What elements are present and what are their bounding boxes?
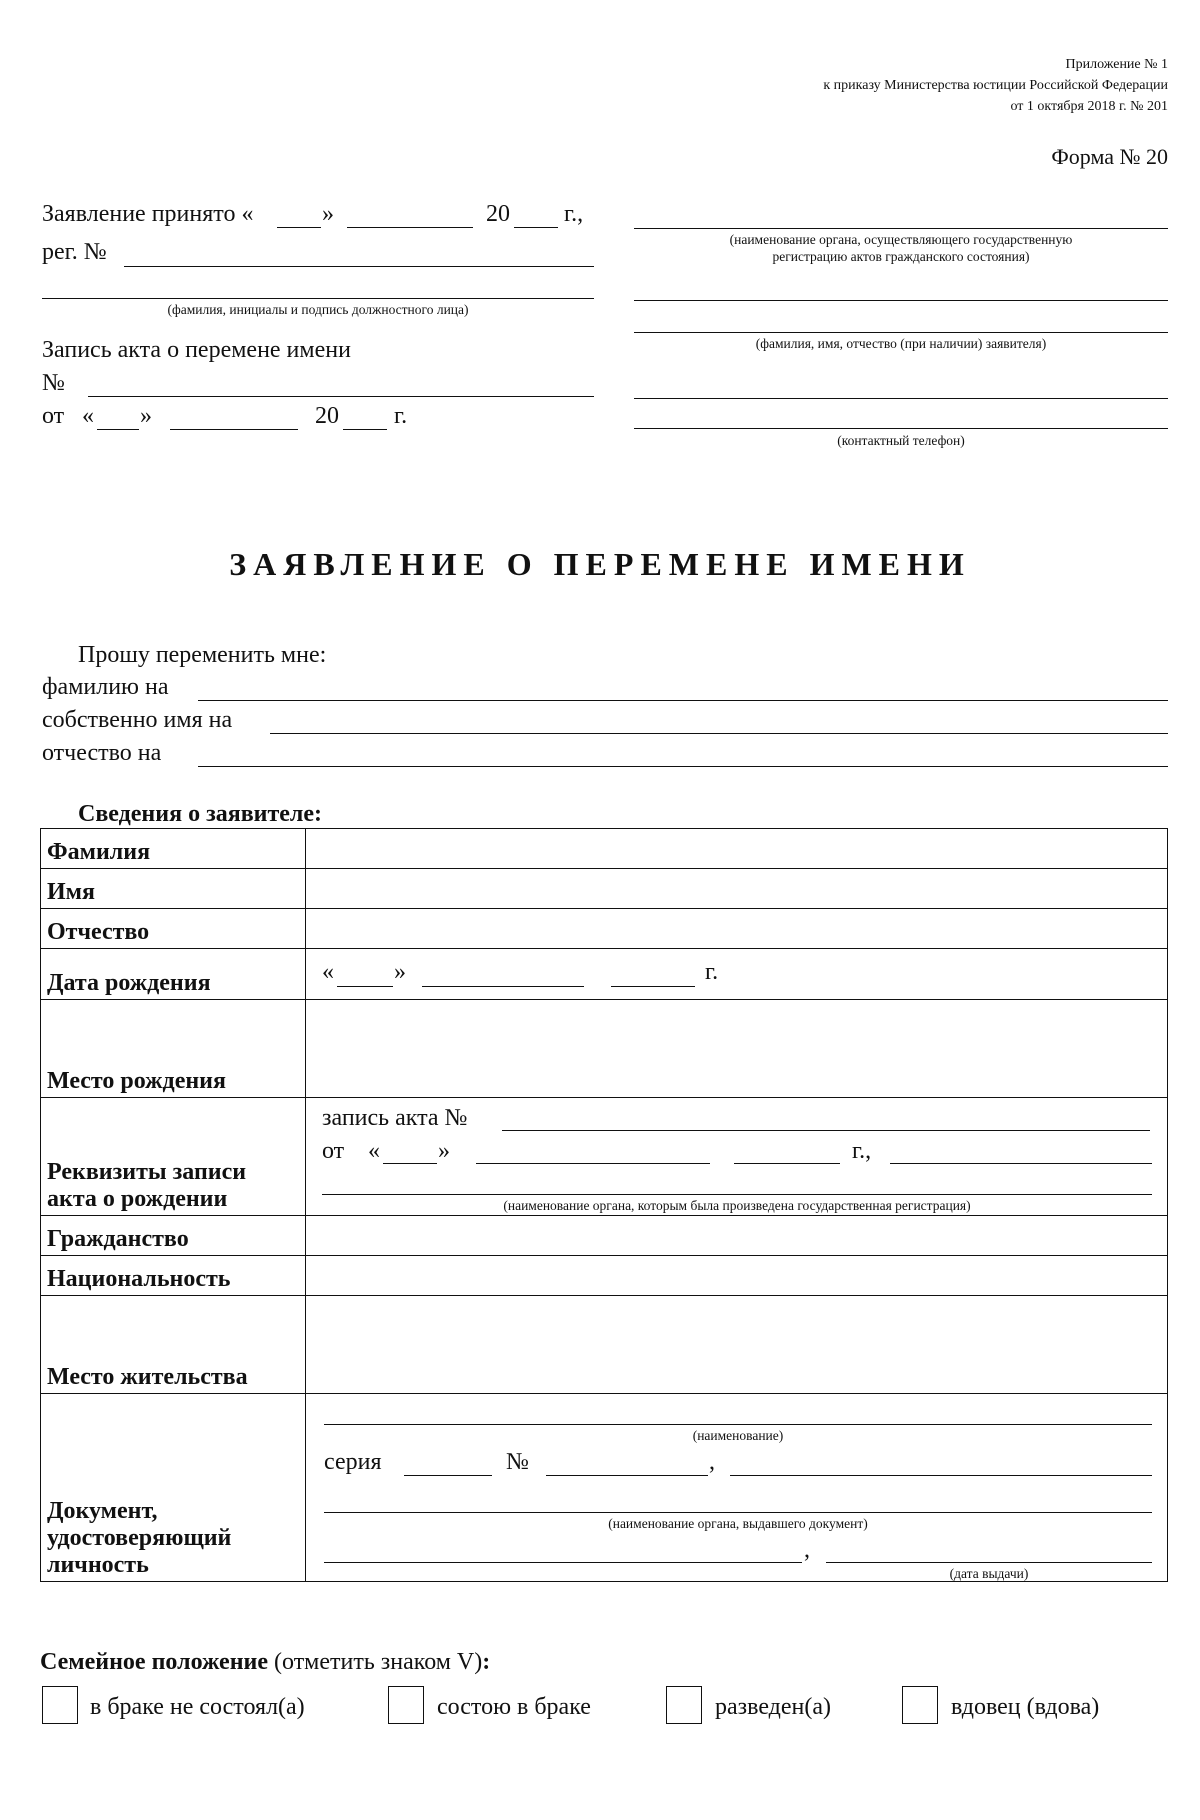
request-patronymic-field[interactable] bbox=[198, 766, 1168, 767]
applicant-table bbox=[40, 828, 1168, 1582]
request-patronymic-label: отчество на bbox=[42, 740, 162, 766]
marital-option-married: состою в браке bbox=[437, 1694, 591, 1720]
birth-record-authority-field[interactable] bbox=[322, 1194, 1152, 1195]
citizenship-value[interactable] bbox=[306, 1216, 1168, 1256]
residence-value[interactable] bbox=[306, 1296, 1168, 1394]
authority-name-field[interactable] bbox=[634, 228, 1168, 229]
record-title: Запись акта о перемене имени bbox=[42, 337, 351, 363]
doc-issuer-field-2[interactable] bbox=[324, 1562, 802, 1563]
id-document-label bbox=[41, 1394, 306, 1582]
id-document-label-line-3: личность bbox=[47, 1552, 149, 1578]
birth-record-caption: (наименование органа, которым была произведена государственная регистрация) bbox=[503, 1198, 971, 1213]
patronymic-value[interactable] bbox=[306, 909, 1168, 949]
official-caption: (фамилия, инициалы и подпись должностного лица) bbox=[167, 302, 469, 317]
table-row bbox=[41, 869, 1168, 909]
birth-place-label: Место рождения bbox=[41, 1000, 306, 1098]
accepted-year-field[interactable] bbox=[514, 227, 558, 228]
birth-date-year-field[interactable] bbox=[611, 986, 695, 987]
marital-status-heading-bold: Семейное положение bbox=[40, 1649, 269, 1675]
doc-issue-date-caption: (дата выдачи) bbox=[949, 1566, 1029, 1581]
reg-number-label: рег. № bbox=[42, 239, 107, 265]
birth-record-year-suffix: г., bbox=[852, 1138, 872, 1164]
request-name-field[interactable] bbox=[270, 733, 1168, 734]
record-number-field[interactable] bbox=[88, 396, 594, 397]
doc-series-label: серия bbox=[324, 1449, 382, 1475]
phone-caption: (контактный телефон) bbox=[837, 433, 965, 448]
applicant-name-field-1[interactable] bbox=[634, 300, 1168, 301]
birth-record-label-line-2: акта о рождении bbox=[47, 1186, 228, 1212]
record-year-prefix: 20 bbox=[315, 403, 339, 429]
appendix-line-1: Приложение № 1 bbox=[1065, 57, 1168, 72]
record-number-label: № bbox=[42, 370, 65, 396]
marital-status-heading-colon: : bbox=[482, 1649, 491, 1675]
birth-date-day-field[interactable] bbox=[337, 986, 393, 987]
birth-record-label-line-1: Реквизиты записи bbox=[47, 1159, 247, 1185]
birth-record-label bbox=[41, 1098, 306, 1216]
patronymic-label: Отчество bbox=[41, 909, 306, 949]
page-title: ЗАЯВЛЕНИЕ О ПЕРЕМЕНЕ ИМЕНИ bbox=[229, 546, 971, 582]
id-document-value bbox=[306, 1394, 1168, 1582]
surname-label: Фамилия bbox=[41, 829, 306, 869]
request-surname-label: фамилию на bbox=[42, 674, 169, 700]
appendix-line-3: от 1 октября 2018 г. № 201 bbox=[1010, 99, 1168, 114]
accepted-quote-close: » bbox=[322, 201, 334, 227]
surname-value[interactable] bbox=[306, 829, 1168, 869]
birth-date-quote-open: « bbox=[322, 959, 334, 985]
marital-option-divorced: разведен(а) bbox=[715, 1694, 832, 1720]
table-row bbox=[41, 1000, 1168, 1098]
marital-checkbox-married[interactable] bbox=[388, 1686, 424, 1724]
record-day-field[interactable] bbox=[97, 429, 139, 430]
request-surname-field[interactable] bbox=[198, 700, 1168, 701]
table-row bbox=[41, 909, 1168, 949]
birth-record-act-no-field[interactable] bbox=[502, 1130, 1150, 1131]
birth-record-quote-open: « bbox=[368, 1138, 380, 1164]
table-row bbox=[41, 829, 1168, 869]
birth-record-year-field[interactable] bbox=[734, 1163, 840, 1164]
form-number: Форма № 20 bbox=[1051, 144, 1168, 169]
birth-record-month-field[interactable] bbox=[476, 1163, 710, 1164]
doc-number-field[interactable] bbox=[546, 1475, 708, 1476]
applicant-name-field-2[interactable] bbox=[634, 332, 1168, 333]
record-year-suffix: г. bbox=[394, 403, 408, 429]
birth-date-year-suffix: г. bbox=[705, 959, 719, 985]
table-row bbox=[41, 1216, 1168, 1256]
accepted-day-field[interactable] bbox=[277, 227, 321, 228]
doc-comma-2: , bbox=[804, 1537, 810, 1563]
marital-option-widowed: вдовец (вдова) bbox=[951, 1694, 1100, 1720]
request-name-label: собственно имя на bbox=[42, 707, 233, 733]
doc-name-field[interactable] bbox=[324, 1424, 1152, 1425]
doc-number-label: № bbox=[506, 1449, 529, 1475]
birth-date-month-field[interactable] bbox=[422, 986, 584, 987]
authority-caption-line-2: регистрацию актов гражданского состояния) bbox=[772, 249, 1030, 264]
applicant-heading: Сведения о заявителе: bbox=[78, 801, 323, 827]
birth-record-act-no-label: запись акта № bbox=[322, 1105, 468, 1131]
birth-record-day-field[interactable] bbox=[383, 1163, 437, 1164]
id-document-label-line-1: Документ, bbox=[47, 1498, 158, 1524]
doc-issuer-field[interactable] bbox=[324, 1512, 1152, 1513]
table-row bbox=[41, 949, 1168, 1000]
accepted-year-prefix: 20 bbox=[486, 201, 510, 227]
doc-extra-field[interactable] bbox=[730, 1475, 1152, 1476]
marital-option-never-married: в браке не состоял(а) bbox=[90, 1694, 305, 1720]
record-from-label: от bbox=[42, 403, 65, 429]
doc-comma-1: , bbox=[709, 1449, 715, 1475]
appendix-line-2: к приказу Министерства юстиции Российской Федерации bbox=[823, 78, 1168, 93]
birth-record-from-label: от bbox=[322, 1138, 345, 1164]
table-row bbox=[41, 1098, 1168, 1216]
birth-date-value[interactable] bbox=[306, 949, 1168, 1000]
residence-label: Место жительства bbox=[41, 1296, 306, 1394]
name-label: Имя bbox=[41, 869, 306, 909]
table-row bbox=[41, 1256, 1168, 1296]
applicant-caption: (фамилия, имя, отчество (при наличии) заявителя) bbox=[755, 336, 1047, 351]
table-row bbox=[41, 1394, 1168, 1582]
accepted-month-field[interactable] bbox=[347, 227, 473, 228]
doc-name-caption: (наименование) bbox=[692, 1428, 784, 1443]
official-signature-field[interactable] bbox=[42, 298, 594, 299]
accepted-prefix: Заявление принято « bbox=[42, 201, 254, 227]
accepted-year-suffix: г., bbox=[564, 201, 584, 227]
birth-record-value bbox=[306, 1098, 1168, 1216]
nationality-value[interactable] bbox=[306, 1256, 1168, 1296]
authority-caption-line-1: (наименование органа, осуществляющего государственную bbox=[729, 232, 1073, 247]
name-value[interactable] bbox=[306, 869, 1168, 909]
doc-issue-date-field[interactable] bbox=[826, 1562, 1152, 1563]
citizenship-label: Гражданство bbox=[41, 1216, 306, 1256]
record-quote-close: » bbox=[140, 403, 152, 429]
request-intro: Прошу переменить мне: bbox=[78, 642, 327, 668]
record-quote-open: « bbox=[82, 403, 94, 429]
birth-place-value[interactable] bbox=[306, 1000, 1168, 1098]
record-year-field[interactable] bbox=[343, 429, 387, 430]
marital-status-heading bbox=[40, 1648, 490, 1676]
record-month-field[interactable] bbox=[170, 429, 298, 430]
reg-number-field[interactable] bbox=[124, 266, 594, 267]
doc-issuer-caption: (наименование органа, выдавшего документ) bbox=[608, 1516, 868, 1531]
birth-date-quote-close: » bbox=[394, 959, 406, 985]
marital-checkbox-never-married[interactable] bbox=[42, 1686, 78, 1724]
doc-series-field[interactable] bbox=[404, 1475, 492, 1476]
birth-record-extra-field[interactable] bbox=[890, 1163, 1152, 1164]
phone-field-1[interactable] bbox=[634, 398, 1168, 399]
marital-checkbox-divorced[interactable] bbox=[666, 1686, 702, 1724]
table-row bbox=[41, 1296, 1168, 1394]
phone-field-2[interactable] bbox=[634, 428, 1168, 429]
birth-record-quote-close: » bbox=[438, 1138, 450, 1164]
marital-status-heading-note: (отметить знаком V) bbox=[268, 1649, 483, 1675]
marital-checkbox-widowed[interactable] bbox=[902, 1686, 938, 1724]
id-document-label-line-2: удостоверяющий bbox=[47, 1525, 232, 1551]
nationality-label: Национальность bbox=[41, 1256, 306, 1296]
birth-date-label: Дата рождения bbox=[41, 949, 306, 1000]
